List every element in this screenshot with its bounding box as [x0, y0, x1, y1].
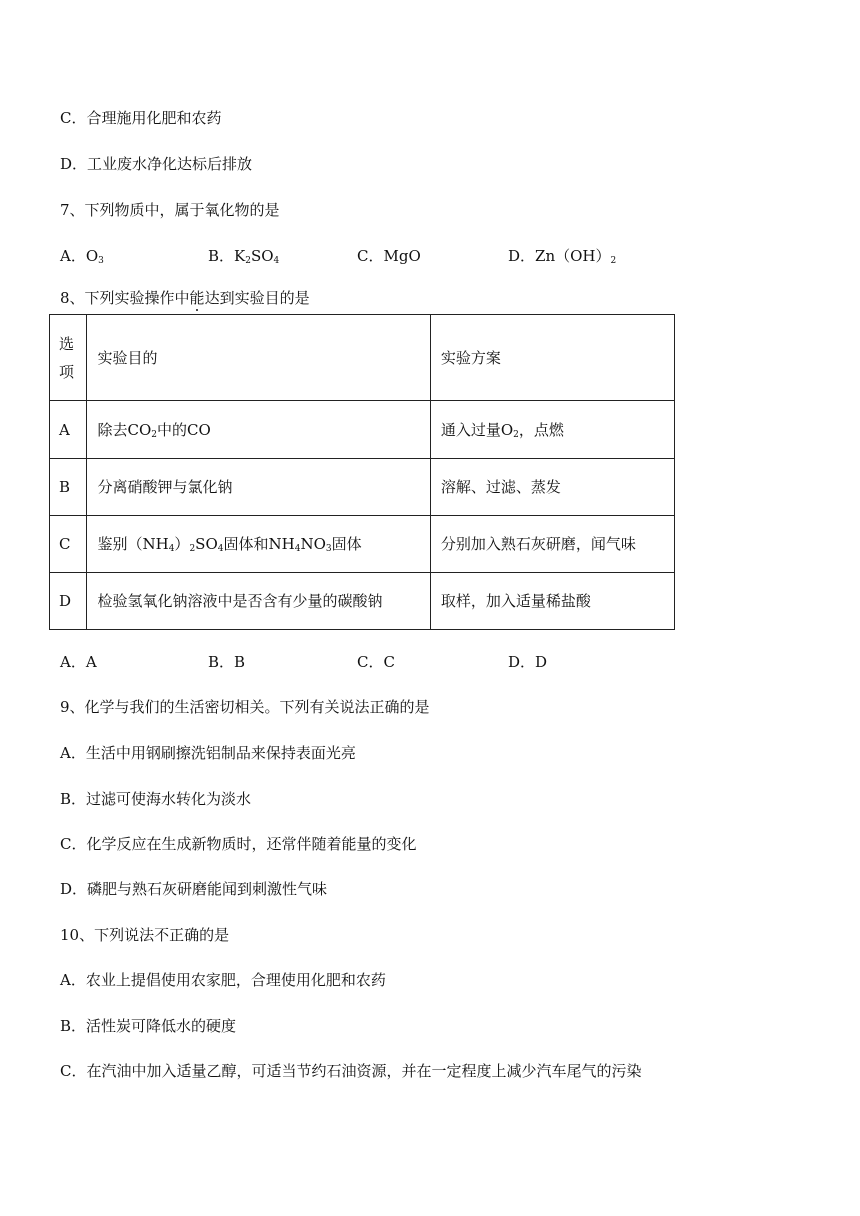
header-goal: 实验目的: [87, 315, 430, 401]
q9-option-d: D．磷肥与熟石灰研磨能闻到刺激性气味: [60, 880, 328, 898]
q7-option-b: B．$K_2SO_4$: [208, 247, 280, 266]
table-row: [50, 516, 675, 573]
q8-answer-b: B．B: [208, 653, 246, 671]
header-plan: 实验方案: [430, 315, 674, 401]
table-row: [50, 573, 675, 630]
q10-option-c: C．在汽油中加入适量乙醇，可适当节约石油资源，并在一定程度上减少汽车尾气的污染: [60, 1062, 642, 1080]
q10-option-b: B．活性炭可降低水的硬度: [60, 1017, 237, 1035]
q10-option-a: A．农业上提倡使用农家肥，合理使用化肥和农药: [60, 971, 386, 989]
row-plan: 分别加入熟石灰研磨，闻气味: [430, 516, 674, 573]
q9-option-b: B．过滤可使海水转化为淡水: [60, 790, 252, 808]
row-plan: 溶解、过滤、蒸发: [430, 459, 674, 516]
table-row: [50, 401, 675, 459]
row-option: D: [50, 573, 87, 630]
emphasis-dot-char: 能: [189, 289, 205, 307]
q8-answer-c: C．C: [357, 653, 395, 671]
q7-option-d: D．$Zn(OH)_2$: [508, 247, 617, 266]
row-plan: 通入过量$O_2$，点燃: [430, 401, 674, 459]
q7-option-c: C．MgO: [357, 247, 421, 265]
q8-answer-d: D．D: [508, 653, 548, 671]
row-option: A: [50, 401, 87, 459]
row-plan: 取样，加入适量稀盐酸: [430, 573, 674, 630]
table-header-row: [50, 315, 675, 401]
row-option: C: [50, 516, 87, 573]
q9-option-a: A．生活中用钢刷擦洗铝制品来保持表面光亮: [60, 744, 356, 762]
header-option: 选 项: [50, 315, 87, 401]
q9-option-c: C．化学反应在生成新物质时，还常伴随着能量的变化: [60, 835, 417, 853]
experiment-table: [49, 314, 675, 630]
q7-stem: 7、下列物质中，属于氧化物的是: [60, 201, 280, 219]
q10-stem: 10、下列说法不正确的是: [60, 926, 230, 944]
table-row: [50, 459, 675, 516]
q9-stem: 9、化学与我们的生活密切相关。下列有关说法正确的是: [60, 698, 430, 716]
q6-option-c: C．合理施用化肥和农药: [60, 109, 222, 127]
q7-option-a: A．$O_3$: [60, 247, 104, 266]
row-option: B: [50, 459, 87, 516]
q8-stem: 8、下列实验操作中能达到实验目的是: [60, 289, 310, 307]
row-goal: 分离硝酸钾与氯化钠: [87, 459, 430, 516]
q6-option-d: D．工业废水净化达标后排放: [60, 155, 253, 173]
row-goal: 检验氢氧化钠溶液中是否含有少量的碳酸钠: [87, 573, 430, 630]
row-goal: 鉴别$(NH_4)_2SO_4$固体和$NH_4NO_3$固体: [87, 516, 430, 573]
q8-answer-a: A．A: [60, 653, 97, 671]
row-goal: 除去$CO_2$中的CO: [87, 401, 430, 459]
